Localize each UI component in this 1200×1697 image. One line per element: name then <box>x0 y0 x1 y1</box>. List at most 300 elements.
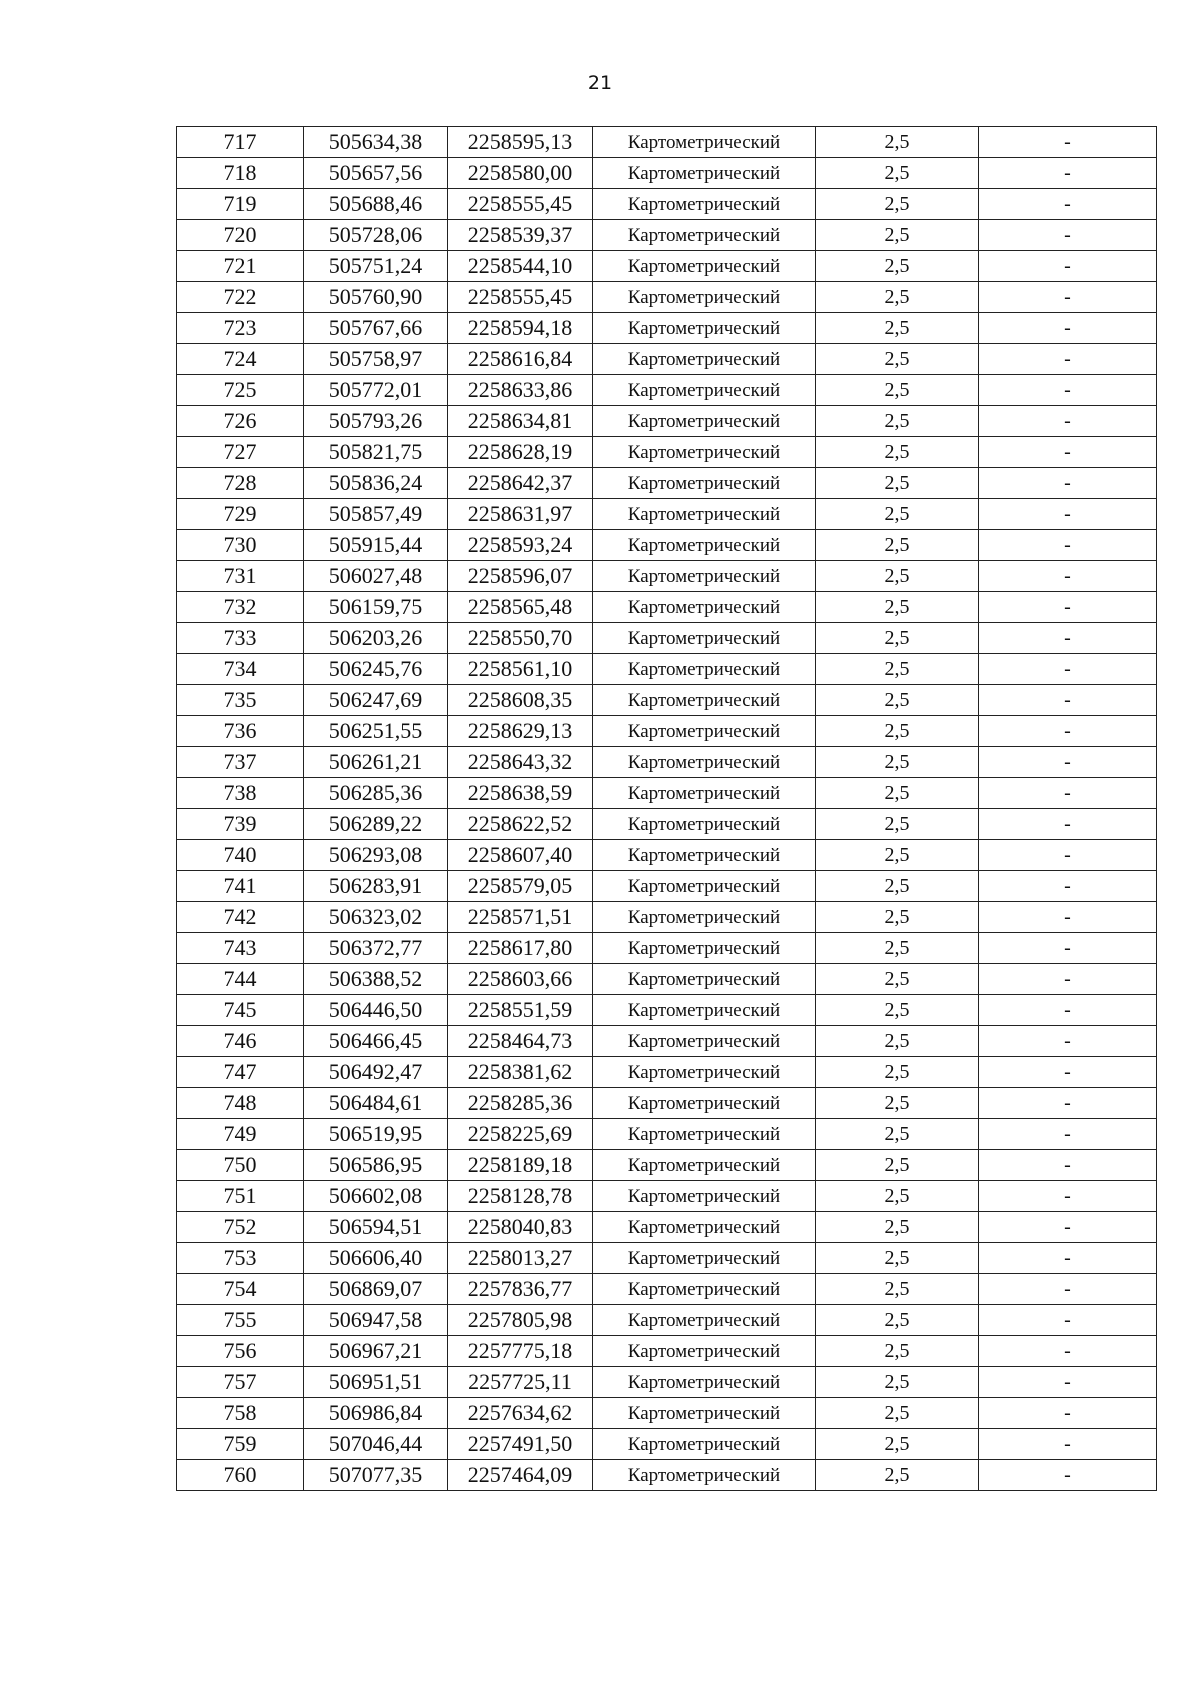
x-coordinate-cell: 506602,08 <box>304 1181 448 1212</box>
point-number-cell: 754 <box>177 1274 304 1305</box>
method-cell: Картометрический <box>593 1274 816 1305</box>
point-number-cell: 722 <box>177 282 304 313</box>
point-number-cell: 730 <box>177 530 304 561</box>
accuracy-cell: 2,5 <box>816 530 979 561</box>
accuracy-cell: 2,5 <box>816 344 979 375</box>
description-cell: - <box>979 685 1157 716</box>
point-number-cell: 727 <box>177 437 304 468</box>
point-number-cell: 723 <box>177 313 304 344</box>
point-number-cell: 734 <box>177 654 304 685</box>
table-row <box>177 1367 1157 1398</box>
y-coordinate-cell: 2257464,09 <box>448 1460 593 1491</box>
table-row <box>177 1429 1157 1460</box>
table-row <box>177 1243 1157 1274</box>
x-coordinate-cell: 506247,69 <box>304 685 448 716</box>
point-number-cell: 731 <box>177 561 304 592</box>
accuracy-cell: 2,5 <box>816 716 979 747</box>
description-cell: - <box>979 840 1157 871</box>
x-coordinate-cell: 506466,45 <box>304 1026 448 1057</box>
description-cell: - <box>979 251 1157 282</box>
description-cell: - <box>979 871 1157 902</box>
table-row <box>177 1212 1157 1243</box>
y-coordinate-cell: 2258555,45 <box>448 282 593 313</box>
accuracy-cell: 2,5 <box>816 1429 979 1460</box>
description-cell: - <box>979 313 1157 344</box>
point-number-cell: 753 <box>177 1243 304 1274</box>
method-cell: Картометрический <box>593 530 816 561</box>
point-number-cell: 758 <box>177 1398 304 1429</box>
y-coordinate-cell: 2258285,36 <box>448 1088 593 1119</box>
table-row <box>177 1026 1157 1057</box>
x-coordinate-cell: 506869,07 <box>304 1274 448 1305</box>
description-cell: - <box>979 1305 1157 1336</box>
y-coordinate-cell: 2258617,80 <box>448 933 593 964</box>
method-cell: Картометрический <box>593 809 816 840</box>
description-cell: - <box>979 499 1157 530</box>
description-cell: - <box>979 158 1157 189</box>
method-cell: Картометрический <box>593 220 816 251</box>
x-coordinate-cell: 505751,24 <box>304 251 448 282</box>
accuracy-cell: 2,5 <box>816 685 979 716</box>
point-number-cell: 749 <box>177 1119 304 1150</box>
description-cell: - <box>979 344 1157 375</box>
accuracy-cell: 2,5 <box>816 1119 979 1150</box>
description-cell: - <box>979 282 1157 313</box>
method-cell: Картометрический <box>593 840 816 871</box>
table-row <box>177 902 1157 933</box>
accuracy-cell: 2,5 <box>816 1150 979 1181</box>
table-row <box>177 344 1157 375</box>
y-coordinate-cell: 2258631,97 <box>448 499 593 530</box>
y-coordinate-cell: 2258628,19 <box>448 437 593 468</box>
y-coordinate-cell: 2258642,37 <box>448 468 593 499</box>
y-coordinate-cell: 2258603,66 <box>448 964 593 995</box>
y-coordinate-cell: 2258594,18 <box>448 313 593 344</box>
y-coordinate-cell: 2258189,18 <box>448 1150 593 1181</box>
accuracy-cell: 2,5 <box>816 1243 979 1274</box>
accuracy-cell: 2,5 <box>816 809 979 840</box>
x-coordinate-cell: 506388,52 <box>304 964 448 995</box>
y-coordinate-cell: 2258550,70 <box>448 623 593 654</box>
table-row <box>177 716 1157 747</box>
method-cell: Картометрический <box>593 747 816 778</box>
point-number-cell: 729 <box>177 499 304 530</box>
y-coordinate-cell: 2258629,13 <box>448 716 593 747</box>
description-cell: - <box>979 468 1157 499</box>
table-row <box>177 1336 1157 1367</box>
point-number-cell: 756 <box>177 1336 304 1367</box>
accuracy-cell: 2,5 <box>816 158 979 189</box>
y-coordinate-cell: 2258040,83 <box>448 1212 593 1243</box>
accuracy-cell: 2,5 <box>816 1460 979 1491</box>
description-cell: - <box>979 1212 1157 1243</box>
accuracy-cell: 2,5 <box>816 1212 979 1243</box>
x-coordinate-cell: 506159,75 <box>304 592 448 623</box>
table-row <box>177 437 1157 468</box>
description-cell: - <box>979 530 1157 561</box>
method-cell: Картометрический <box>593 1119 816 1150</box>
x-coordinate-cell: 506285,36 <box>304 778 448 809</box>
accuracy-cell: 2,5 <box>816 561 979 592</box>
accuracy-cell: 2,5 <box>816 1398 979 1429</box>
x-coordinate-cell: 506594,51 <box>304 1212 448 1243</box>
method-cell: Картометрический <box>593 778 816 809</box>
table-row <box>177 871 1157 902</box>
table-row <box>177 499 1157 530</box>
point-number-cell: 726 <box>177 406 304 437</box>
x-coordinate-cell: 505634,38 <box>304 127 448 158</box>
table-row <box>177 530 1157 561</box>
x-coordinate-cell: 506986,84 <box>304 1398 448 1429</box>
table-row <box>177 127 1157 158</box>
description-cell: - <box>979 1088 1157 1119</box>
accuracy-cell: 2,5 <box>816 406 979 437</box>
y-coordinate-cell: 2258633,86 <box>448 375 593 406</box>
page-number: 21 <box>587 72 613 94</box>
y-coordinate-cell: 2258565,48 <box>448 592 593 623</box>
method-cell: Картометрический <box>593 1057 816 1088</box>
y-coordinate-cell: 2258013,27 <box>448 1243 593 1274</box>
method-cell: Картометрический <box>593 685 816 716</box>
point-number-cell: 742 <box>177 902 304 933</box>
method-cell: Картометрический <box>593 406 816 437</box>
method-cell: Картометрический <box>593 654 816 685</box>
description-cell: - <box>979 716 1157 747</box>
point-number-cell: 750 <box>177 1150 304 1181</box>
accuracy-cell: 2,5 <box>816 778 979 809</box>
table-row <box>177 282 1157 313</box>
x-coordinate-cell: 506372,77 <box>304 933 448 964</box>
method-cell: Картометрический <box>593 561 816 592</box>
y-coordinate-cell: 2258579,05 <box>448 871 593 902</box>
table-row <box>177 1460 1157 1491</box>
table-row <box>177 964 1157 995</box>
x-coordinate-cell: 505758,97 <box>304 344 448 375</box>
y-coordinate-cell: 2258622,52 <box>448 809 593 840</box>
x-coordinate-cell: 505728,06 <box>304 220 448 251</box>
point-number-cell: 743 <box>177 933 304 964</box>
x-coordinate-cell: 506492,47 <box>304 1057 448 1088</box>
table-row <box>177 1088 1157 1119</box>
point-number-cell: 738 <box>177 778 304 809</box>
point-number-cell: 760 <box>177 1460 304 1491</box>
y-coordinate-cell: 2257634,62 <box>448 1398 593 1429</box>
method-cell: Картометрический <box>593 1367 816 1398</box>
accuracy-cell: 2,5 <box>816 1367 979 1398</box>
description-cell: - <box>979 437 1157 468</box>
description-cell: - <box>979 902 1157 933</box>
y-coordinate-cell: 2258593,24 <box>448 530 593 561</box>
accuracy-cell: 2,5 <box>816 189 979 220</box>
x-coordinate-cell: 506586,95 <box>304 1150 448 1181</box>
table-row <box>177 561 1157 592</box>
table-row <box>177 840 1157 871</box>
x-coordinate-cell: 505821,75 <box>304 437 448 468</box>
y-coordinate-cell: 2258608,35 <box>448 685 593 716</box>
description-cell: - <box>979 127 1157 158</box>
y-coordinate-cell: 2258571,51 <box>448 902 593 933</box>
description-cell: - <box>979 623 1157 654</box>
y-coordinate-cell: 2257775,18 <box>448 1336 593 1367</box>
x-coordinate-cell: 506245,76 <box>304 654 448 685</box>
y-coordinate-cell: 2258464,73 <box>448 1026 593 1057</box>
y-coordinate-cell: 2258643,32 <box>448 747 593 778</box>
method-cell: Картометрический <box>593 251 816 282</box>
x-coordinate-cell: 506293,08 <box>304 840 448 871</box>
point-number-cell: 748 <box>177 1088 304 1119</box>
x-coordinate-cell: 506967,21 <box>304 1336 448 1367</box>
table-row <box>177 1181 1157 1212</box>
description-cell: - <box>979 189 1157 220</box>
description-cell: - <box>979 406 1157 437</box>
accuracy-cell: 2,5 <box>816 437 979 468</box>
x-coordinate-cell: 505793,26 <box>304 406 448 437</box>
description-cell: - <box>979 561 1157 592</box>
method-cell: Картометрический <box>593 1243 816 1274</box>
x-coordinate-cell: 506446,50 <box>304 995 448 1026</box>
point-number-cell: 721 <box>177 251 304 282</box>
method-cell: Картометрический <box>593 375 816 406</box>
y-coordinate-cell: 2258128,78 <box>448 1181 593 1212</box>
x-coordinate-cell: 505760,90 <box>304 282 448 313</box>
method-cell: Картометрический <box>593 313 816 344</box>
table-row <box>177 1119 1157 1150</box>
description-cell: - <box>979 1150 1157 1181</box>
point-number-cell: 745 <box>177 995 304 1026</box>
accuracy-cell: 2,5 <box>816 282 979 313</box>
method-cell: Картометрический <box>593 127 816 158</box>
point-number-cell: 735 <box>177 685 304 716</box>
table-row <box>177 1305 1157 1336</box>
point-number-cell: 755 <box>177 1305 304 1336</box>
description-cell: - <box>979 1336 1157 1367</box>
description-cell: - <box>979 1274 1157 1305</box>
y-coordinate-cell: 2257836,77 <box>448 1274 593 1305</box>
y-coordinate-cell: 2258381,62 <box>448 1057 593 1088</box>
table-row <box>177 1150 1157 1181</box>
table-row <box>177 995 1157 1026</box>
point-number-cell: 736 <box>177 716 304 747</box>
table-row <box>177 158 1157 189</box>
description-cell: - <box>979 809 1157 840</box>
y-coordinate-cell: 2257725,11 <box>448 1367 593 1398</box>
point-number-cell: 728 <box>177 468 304 499</box>
y-coordinate-cell: 2258551,59 <box>448 995 593 1026</box>
point-number-cell: 740 <box>177 840 304 871</box>
coordinates-table <box>176 126 1157 1491</box>
point-number-cell: 732 <box>177 592 304 623</box>
method-cell: Картометрический <box>593 499 816 530</box>
table-row <box>177 809 1157 840</box>
description-cell: - <box>979 933 1157 964</box>
method-cell: Картометрический <box>593 1336 816 1367</box>
x-coordinate-cell: 506289,22 <box>304 809 448 840</box>
point-number-cell: 746 <box>177 1026 304 1057</box>
method-cell: Картометрический <box>593 437 816 468</box>
description-cell: - <box>979 1026 1157 1057</box>
point-number-cell: 752 <box>177 1212 304 1243</box>
table-row <box>177 778 1157 809</box>
point-number-cell: 747 <box>177 1057 304 1088</box>
y-coordinate-cell: 2258596,07 <box>448 561 593 592</box>
accuracy-cell: 2,5 <box>816 1274 979 1305</box>
point-number-cell: 739 <box>177 809 304 840</box>
accuracy-cell: 2,5 <box>816 654 979 685</box>
point-number-cell: 744 <box>177 964 304 995</box>
description-cell: - <box>979 375 1157 406</box>
y-coordinate-cell: 2258634,81 <box>448 406 593 437</box>
table-row <box>177 1057 1157 1088</box>
description-cell: - <box>979 592 1157 623</box>
accuracy-cell: 2,5 <box>816 375 979 406</box>
table-row <box>177 468 1157 499</box>
table-row <box>177 685 1157 716</box>
method-cell: Картометрический <box>593 1026 816 1057</box>
y-coordinate-cell: 2258580,00 <box>448 158 593 189</box>
table-row <box>177 592 1157 623</box>
table-row <box>177 1398 1157 1429</box>
y-coordinate-cell: 2257805,98 <box>448 1305 593 1336</box>
x-coordinate-cell: 506947,58 <box>304 1305 448 1336</box>
y-coordinate-cell: 2258544,10 <box>448 251 593 282</box>
x-coordinate-cell: 506203,26 <box>304 623 448 654</box>
method-cell: Картометрический <box>593 1212 816 1243</box>
accuracy-cell: 2,5 <box>816 592 979 623</box>
table-row <box>177 406 1157 437</box>
y-coordinate-cell: 2258555,45 <box>448 189 593 220</box>
y-coordinate-cell: 2258638,59 <box>448 778 593 809</box>
accuracy-cell: 2,5 <box>816 933 979 964</box>
accuracy-cell: 2,5 <box>816 623 979 654</box>
x-coordinate-cell: 505688,46 <box>304 189 448 220</box>
accuracy-cell: 2,5 <box>816 1088 979 1119</box>
description-cell: - <box>979 1057 1157 1088</box>
accuracy-cell: 2,5 <box>816 1336 979 1367</box>
coordinates-table-body <box>177 127 1157 1491</box>
table-row <box>177 623 1157 654</box>
x-coordinate-cell: 505657,56 <box>304 158 448 189</box>
y-coordinate-cell: 2258561,10 <box>448 654 593 685</box>
point-number-cell: 741 <box>177 871 304 902</box>
point-number-cell: 718 <box>177 158 304 189</box>
accuracy-cell: 2,5 <box>816 1057 979 1088</box>
x-coordinate-cell: 506606,40 <box>304 1243 448 1274</box>
x-coordinate-cell: 506484,61 <box>304 1088 448 1119</box>
method-cell: Картометрический <box>593 871 816 902</box>
table-row <box>177 654 1157 685</box>
x-coordinate-cell: 506251,55 <box>304 716 448 747</box>
method-cell: Картометрический <box>593 592 816 623</box>
y-coordinate-cell: 2258616,84 <box>448 344 593 375</box>
method-cell: Картометрический <box>593 1460 816 1491</box>
accuracy-cell: 2,5 <box>816 1305 979 1336</box>
method-cell: Картометрический <box>593 1429 816 1460</box>
y-coordinate-cell: 2258225,69 <box>448 1119 593 1150</box>
accuracy-cell: 2,5 <box>816 902 979 933</box>
point-number-cell: 751 <box>177 1181 304 1212</box>
x-coordinate-cell: 506261,21 <box>304 747 448 778</box>
method-cell: Картометрический <box>593 964 816 995</box>
accuracy-cell: 2,5 <box>816 1026 979 1057</box>
point-number-cell: 724 <box>177 344 304 375</box>
table-row <box>177 251 1157 282</box>
accuracy-cell: 2,5 <box>816 468 979 499</box>
method-cell: Картометрический <box>593 933 816 964</box>
table-row <box>177 933 1157 964</box>
table-row <box>177 1274 1157 1305</box>
accuracy-cell: 2,5 <box>816 499 979 530</box>
point-number-cell: 737 <box>177 747 304 778</box>
table-row <box>177 375 1157 406</box>
accuracy-cell: 2,5 <box>816 251 979 282</box>
table-row <box>177 220 1157 251</box>
description-cell: - <box>979 778 1157 809</box>
y-coordinate-cell: 2257491,50 <box>448 1429 593 1460</box>
table-row <box>177 747 1157 778</box>
description-cell: - <box>979 1119 1157 1150</box>
point-number-cell: 719 <box>177 189 304 220</box>
y-coordinate-cell: 2258607,40 <box>448 840 593 871</box>
method-cell: Картометрический <box>593 468 816 499</box>
method-cell: Картометрический <box>593 995 816 1026</box>
accuracy-cell: 2,5 <box>816 747 979 778</box>
method-cell: Картометрический <box>593 189 816 220</box>
x-coordinate-cell: 506027,48 <box>304 561 448 592</box>
x-coordinate-cell: 506951,51 <box>304 1367 448 1398</box>
description-cell: - <box>979 995 1157 1026</box>
accuracy-cell: 2,5 <box>816 995 979 1026</box>
x-coordinate-cell: 506519,95 <box>304 1119 448 1150</box>
x-coordinate-cell: 505836,24 <box>304 468 448 499</box>
description-cell: - <box>979 1429 1157 1460</box>
accuracy-cell: 2,5 <box>816 964 979 995</box>
accuracy-cell: 2,5 <box>816 871 979 902</box>
method-cell: Картометрический <box>593 282 816 313</box>
accuracy-cell: 2,5 <box>816 840 979 871</box>
description-cell: - <box>979 1398 1157 1429</box>
x-coordinate-cell: 505915,44 <box>304 530 448 561</box>
x-coordinate-cell: 505772,01 <box>304 375 448 406</box>
x-coordinate-cell: 505857,49 <box>304 499 448 530</box>
y-coordinate-cell: 2258595,13 <box>448 127 593 158</box>
description-cell: - <box>979 964 1157 995</box>
description-cell: - <box>979 654 1157 685</box>
point-number-cell: 717 <box>177 127 304 158</box>
description-cell: - <box>979 1367 1157 1398</box>
description-cell: - <box>979 1460 1157 1491</box>
x-coordinate-cell: 507046,44 <box>304 1429 448 1460</box>
description-cell: - <box>979 1181 1157 1212</box>
accuracy-cell: 2,5 <box>816 127 979 158</box>
description-cell: - <box>979 1243 1157 1274</box>
y-coordinate-cell: 2258539,37 <box>448 220 593 251</box>
method-cell: Картометрический <box>593 1088 816 1119</box>
method-cell: Картометрический <box>593 902 816 933</box>
x-coordinate-cell: 507077,35 <box>304 1460 448 1491</box>
method-cell: Картометрический <box>593 1398 816 1429</box>
description-cell: - <box>979 220 1157 251</box>
method-cell: Картометрический <box>593 158 816 189</box>
point-number-cell: 725 <box>177 375 304 406</box>
table-row <box>177 189 1157 220</box>
description-cell: - <box>979 747 1157 778</box>
table-row <box>177 313 1157 344</box>
accuracy-cell: 2,5 <box>816 220 979 251</box>
method-cell: Картометрический <box>593 344 816 375</box>
method-cell: Картометрический <box>593 1150 816 1181</box>
point-number-cell: 759 <box>177 1429 304 1460</box>
method-cell: Картометрический <box>593 1305 816 1336</box>
